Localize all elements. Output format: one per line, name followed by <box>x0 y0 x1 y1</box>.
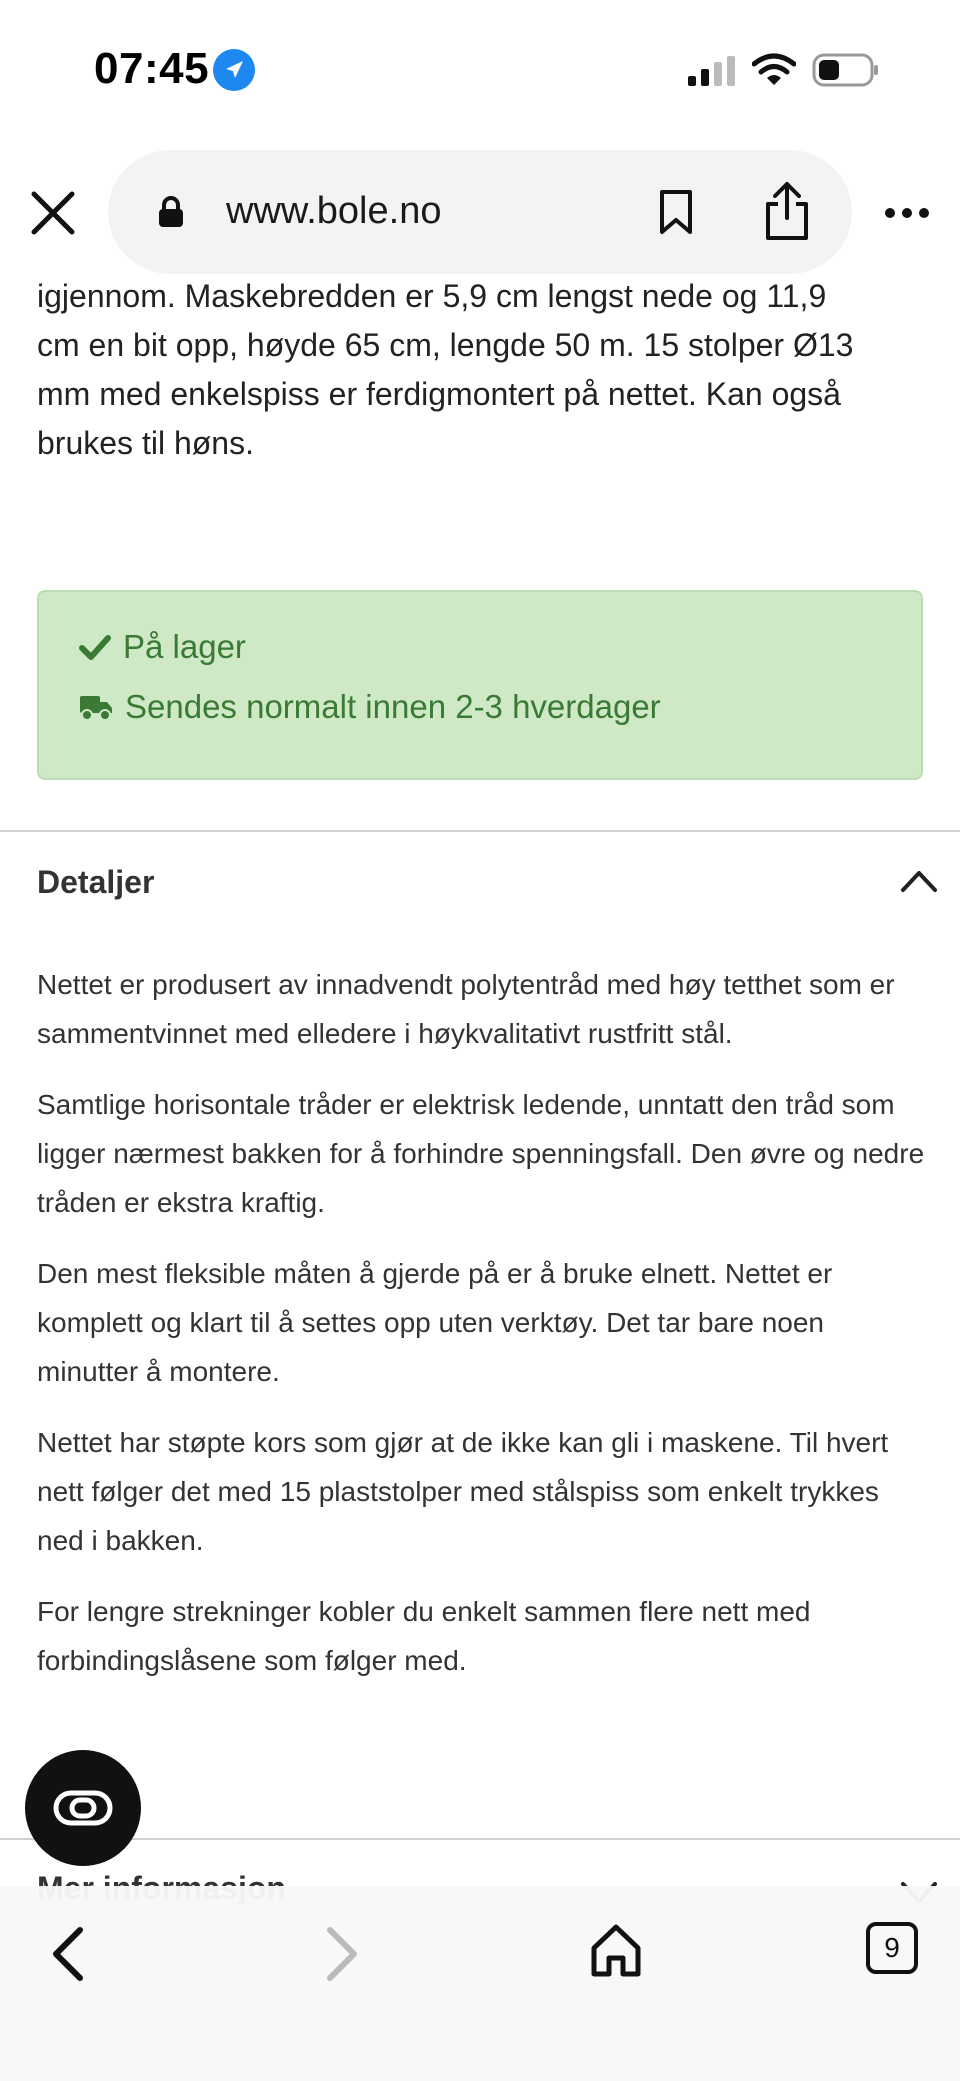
chat-button[interactable] <box>25 1750 141 1866</box>
wifi-icon <box>752 52 796 88</box>
details-body <box>37 960 927 1707</box>
divider <box>0 830 960 832</box>
home-icon[interactable] <box>590 1922 642 1978</box>
in-stock-line <box>79 628 246 666</box>
address-bar[interactable] <box>108 150 852 274</box>
divider <box>0 1838 960 1840</box>
details-paragraph: Nettet er produsert av innadvendt polytentråd med høy tetthet som er sammentvinnet med elledere i høykvalitativt rustfritt stål. <box>37 969 895 1049</box>
product-description: igjennom. Maskebredden er 5,9 cm lengst nede og 11,9 cm en bit opp, høyde 65 cm, lengde 50 m. 15 stolper Ø13 mm med enkelspiss er ferdigmontert på nettet. Kan også brukes til høns. <box>37 278 854 461</box>
shipping-line <box>79 688 661 726</box>
chat-icon <box>53 1790 113 1826</box>
tab-count: 9 <box>884 1932 900 1963</box>
forward-icon[interactable] <box>322 1924 362 1984</box>
truck-icon <box>79 693 113 721</box>
status-bar <box>0 0 960 140</box>
close-icon[interactable] <box>28 188 78 238</box>
check-icon <box>79 634 111 660</box>
location-arrow-icon <box>212 48 256 92</box>
chevron-up-icon[interactable] <box>900 868 938 894</box>
details-paragraph: Samtlige horisontale tråder er elektrisk ledende, unntatt den tråd som ligger nærmest bakken for å forhindre spenningsfall. Den øvre og nedre tråden er ekstra kraftig. <box>37 1089 925 1218</box>
tabs-button[interactable] <box>866 1922 918 1974</box>
more-icon[interactable] <box>884 196 930 230</box>
share-icon[interactable] <box>762 180 812 242</box>
stock-status-box <box>37 590 923 780</box>
bookmark-icon[interactable] <box>656 188 696 236</box>
details-paragraph: For lengre strekninger kobler du enkelt sammen flere nett med forbindingslåsene som følger med. <box>37 1596 811 1676</box>
details-paragraph: Nettet har støpte kors som gjør at de ikke kan gli i maskene. Til hvert nett følger det med 15 plaststolper med stålspiss som enkelt trykkes ned i bakken. <box>37 1427 889 1556</box>
back-icon[interactable] <box>48 1924 88 1984</box>
shipping-label: Sendes normalt innen 2-3 hverdager <box>125 688 661 725</box>
details-heading[interactable]: Detaljer <box>37 864 155 900</box>
browser-toolbar <box>0 1886 960 2081</box>
details-paragraph: Den mest fleksible måten å gjerde på er å bruke elnett. Nettet er komplett og klart til å settes opp uten verktøy. Det tar bare noen minutter å montere. <box>37 1258 833 1387</box>
signal-icon <box>688 56 738 86</box>
status-time: 07:45 <box>94 44 210 93</box>
lock-icon <box>158 196 184 228</box>
in-stock-label: På lager <box>123 628 246 665</box>
battery-icon <box>812 52 880 88</box>
url-text[interactable]: www.bole.no <box>226 190 442 232</box>
